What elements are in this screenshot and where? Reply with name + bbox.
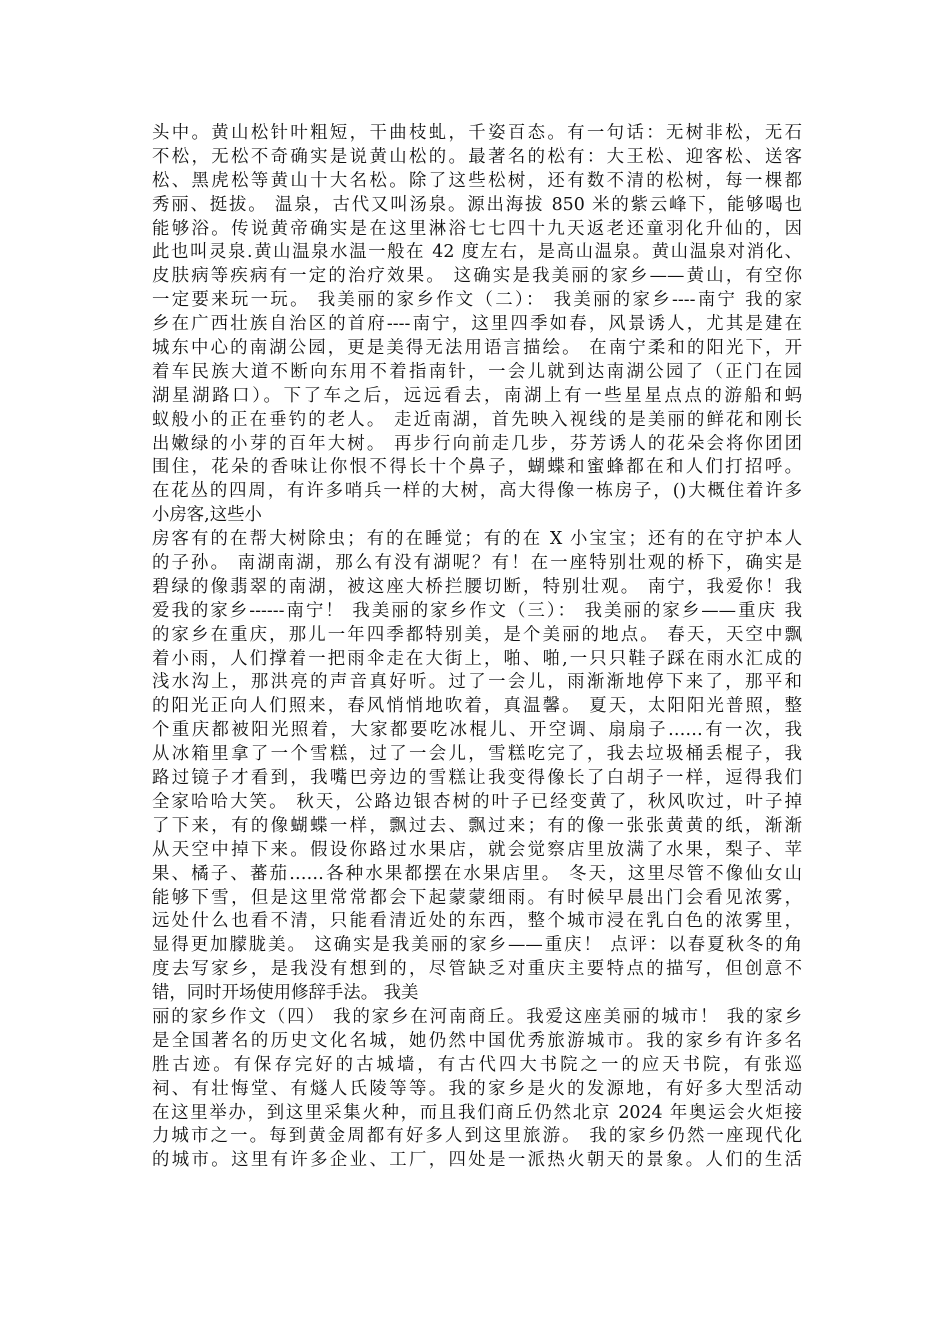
text-line: 出嫩绿的小芽的百年大树。 再步行向前走几步，芬芳诱人的花朵会将你团团 [152,433,802,454]
text-line: 爱我的家乡------南宁！ 我美丽的家乡作文（三）： 我美丽的家乡——重庆 我 [152,600,802,621]
text-line: 的阳光正向人们照来，春风悄悄地吹着，真温馨。 夏天，太阳阳光普照，整 [152,696,802,717]
text-line: 此也叫灵泉.黄山温泉水温一般在 42 度左右，是高山温泉。黄山温泉对消化、 [152,242,802,263]
text-line: 是全国著名的历史文化名城，她仍然中国优秀旅游城市。我的家乡有许多名 [152,1030,802,1051]
text-line: 乡在广西壮族自治区的首府----南宁，这里四季如春，风景诱人，尤其是建在 [152,314,802,335]
text-line: 的子孙。 南湖南湖，那么有没有湖呢？有！在一座特别壮观的桥下，确实是 [152,553,802,574]
text-line: 在这里举办，到这里采集火种，而且我们商丘仍然北京 2024 年奥运会火炬接 [152,1102,802,1123]
text-line: 的城市。这里有许多企业、工厂，四处是一派热火朝天的景象。人们的生活 [152,1150,802,1171]
text-line: 显得更加朦胧美。 这确实是我美丽的家乡——重庆！ 点评：以春夏秋冬的角 [152,935,802,956]
text-line: 头中。黄山松针叶粗短，干曲枝虬，千姿百态。有一句话：无树非松，无石 [152,123,802,143]
text-line: 碧绿的像翡翠的南湖，被这座大桥拦腰切断，特别壮观。 南宁，我爱你！我 [152,576,802,597]
text-line: 能够浴。传说黄帝确实是在这里淋浴七七四十九天返老还童羽化升仙的，因 [152,218,802,239]
text-line: 松、黑虎松等黄山十大名松。除了这些松树，还有数不清的松树，每一棵都 [152,170,802,191]
text-line: 秀丽、挺拔。 温泉，古代又叫汤泉。源出海拔 850 米的紫云峰下，能够喝也 [152,194,802,215]
text-line: 能够下雪，但是这里常常都会下起蒙蒙细雨。有时候早晨出门会看见浓雾， [152,887,802,908]
text-line: 着小雨，人们撑着一把雨伞走在大街上，啪、啪,一只只鞋子踩在雨水汇成的 [152,648,802,669]
text-line: 一定要来玩一玩。 我美丽的家乡作文（二）： 我美丽的家乡----南宁 我的家 [152,290,802,311]
text-line: 从冰箱里拿了一个雪糕，过了一会儿，雪糕吃完了，我去垃圾桶丢棍子，我 [152,744,802,765]
text-line: 城东中心的南湖公园，更是美得无法用语言描绘。 在南宁柔和的阳光下，开 [152,338,802,359]
text-line: 蚁般小的正在垂钓的老人。 走近南湖，首先映入视线的是美丽的鲜花和刚长 [152,409,802,430]
text-line: 丽的家乡作文（四） 我的家乡在河南商丘。我爱这座美丽的城市！ 我的家乡 [152,1006,802,1027]
text-line: 果、橘子、蕃茄……各种水果都摆在水果店里。 冬天，这里尽管不像仙女山 [152,863,802,884]
text-line: 祠、有壮悔堂、有燧人氏陵等等。我的家乡是火的发源地，有好多大型活动 [152,1078,802,1099]
text-line: 皮肤病等疾病有一定的治疗效果。 这确实是我美丽的家乡——黄山，有空你 [152,266,802,287]
text-line: 浅水沟上，那洪亮的声音真好听。过了一会儿，雨渐渐地停下来了，那平和 [152,672,802,693]
text-line: 胜古迹。有保存完好的古城墙，有古代四大书院之一的应天书院，有张巡 [152,1054,802,1075]
body-text [152,122,802,1173]
text-line: 围住，花朵的香味让你恨不得长十个鼻子，蝴蝶和蜜蜂都在和人们打招呼。 [152,457,802,478]
text-line: 度去写家乡，是我没有想到的，尽管缺乏对重庆主要特点的描写，但创意不 [152,959,802,980]
text-line: 远处什么也看不清，只能看清近处的东西，整个城市浸在乳白色的浓雾里， [152,911,802,932]
text-line: 的家乡在重庆，那儿一年四季都特别美，是个美丽的地点。 春天，天空中飘 [152,624,802,645]
text-line: 湖星湖路口）。下了车之后，远远看去，南湖上有一些星星点点的游船和蚂 [152,385,802,406]
text-line: 个重庆都被阳光照着，大家都要吃冰棍儿、开空调、扇扇子……有一次，我 [152,720,802,741]
text-line: 在花丛的四周，有许多哨兵一样的大树，高大得像一栋房子，()大概住着许多 [152,481,802,502]
text-line: 了下来，有的像蝴蝶一样，飘过去、飘过来；有的像一张张黄黄的纸，渐渐 [152,815,802,836]
text-line: 不松，无松不奇确实是说黄山松的。最著名的松有：大王松、迎客松、送客 [152,146,802,167]
text-line: 全家哈哈大笑。 秋天，公路边银杏树的叶子已经变黄了，秋风吹过，叶子掉 [152,791,802,812]
text-line: 小房客,这些小 [152,505,262,526]
text-line: 路过镜子才看到，我嘴巴旁边的雪糕让我变得像长了白胡子一样，逗得我们 [152,768,802,789]
text-line: 从天空中掉下来。假设你路过水果店，就会觉察店里放满了水果，梨子、苹 [152,839,802,860]
text-line: 力城市之一。每到黄金周都有好多人到这里旅游。 我的家乡仍然一座现代化 [152,1126,802,1147]
text-line: 着车民族大道不断向东用不着指南针，一会儿就到达南湖公园了（正门在园 [152,361,802,382]
text-line: 房客有的在帮大树除虫；有的在睡觉；有的在 X 小宝宝；还有的在守护本人 [152,529,802,550]
text-line: 错，同时开场使用修辞手法。 我美 [152,983,419,1004]
